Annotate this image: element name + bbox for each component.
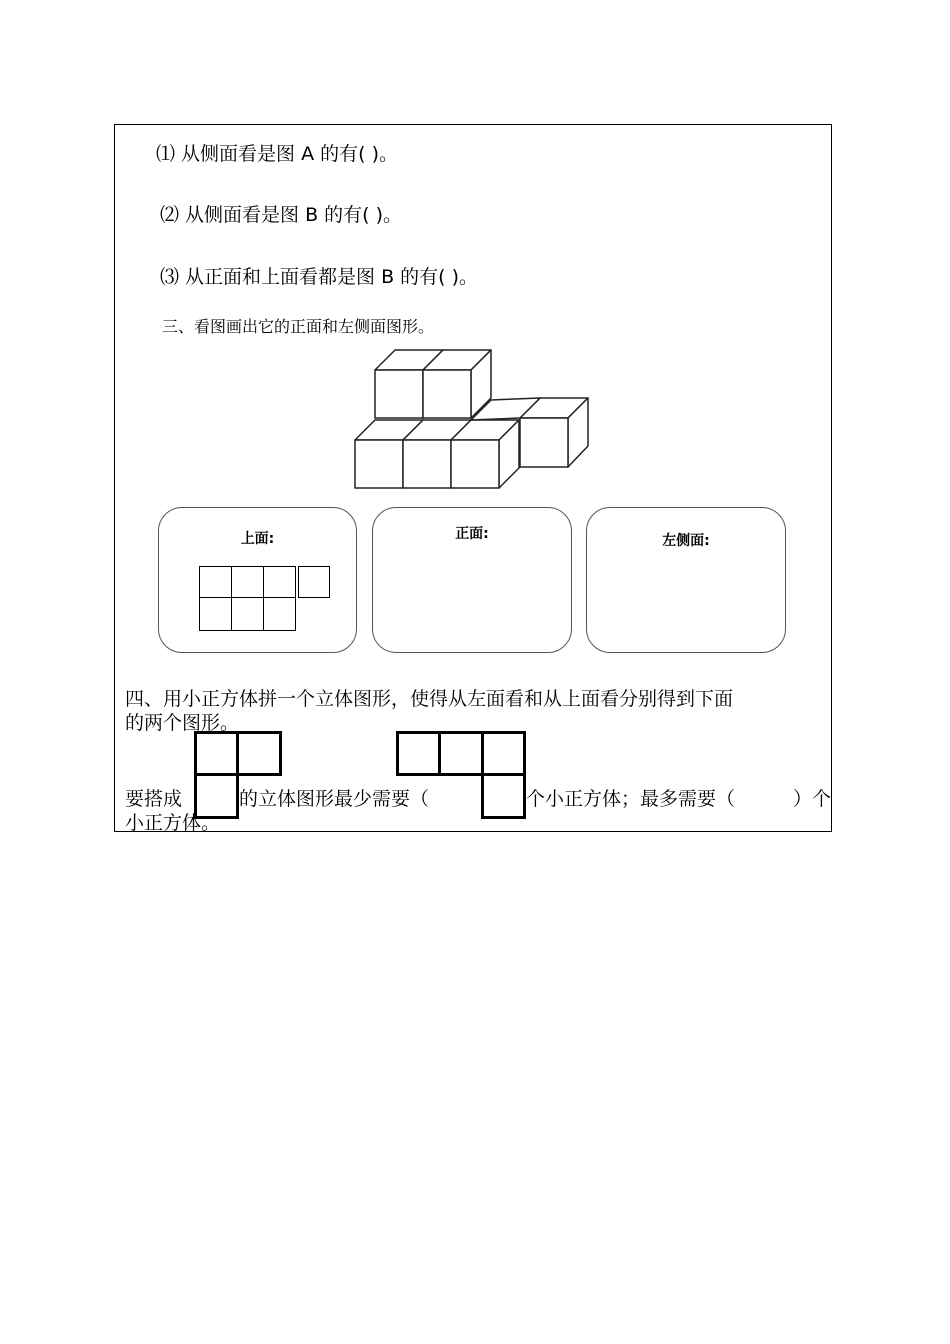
top-view-square — [438, 731, 484, 776]
cube-stack-figure — [340, 340, 600, 500]
question-2: ⑵ 从侧面看是图 B 的有( )。 — [160, 204, 403, 226]
left-view-square — [236, 731, 282, 776]
answer-text-c: 个小正方体；最多需要（ — [526, 788, 736, 810]
grid-square — [231, 597, 264, 631]
top-view-square — [396, 731, 441, 776]
panel-top-label: 上面: — [240, 531, 275, 547]
panel-front-label: 正面: — [455, 526, 489, 542]
grid-square — [231, 566, 264, 598]
answer-text-d: ）个 — [793, 788, 832, 810]
section-4-line-2: 的两个图形。 — [125, 712, 240, 734]
cube-front-face — [423, 370, 471, 418]
left-view-square — [194, 731, 239, 776]
section-3-title: 三、看图画出它的正面和左侧面图形。 — [162, 317, 435, 336]
section-4-line-1: 四、用小正方体拼一个立体图形，使得从左面看和从上面看分别得到下面 — [125, 688, 734, 710]
answer-text-a: 要搭成 — [125, 788, 183, 810]
grid-square — [263, 597, 296, 631]
question-3: ⑶ 从正面和上面看都是图 B 的有( )。 — [160, 266, 479, 288]
grid-square — [263, 566, 296, 598]
panel-front-view — [372, 507, 572, 653]
top-view-square — [481, 773, 526, 819]
cube-front-face — [520, 418, 568, 467]
answer-text-last: 小正方体。 — [125, 812, 221, 834]
answer-text-b: 的立体图形最少需要（ — [239, 788, 430, 810]
panel-left-view — [586, 507, 786, 653]
question-1: ⑴ 从侧面看是图 A 的有( )。 — [156, 143, 398, 165]
cube-front-face — [451, 440, 499, 488]
top-view-square — [481, 731, 526, 776]
left-view-square — [194, 773, 239, 819]
grid-square — [298, 566, 330, 598]
panel-left-label: 左侧面: — [662, 533, 710, 549]
cube-front-face — [355, 440, 403, 488]
grid-square — [199, 566, 232, 598]
grid-square — [199, 597, 232, 631]
cube-front-face — [403, 440, 451, 488]
cube-front-face — [375, 370, 423, 418]
